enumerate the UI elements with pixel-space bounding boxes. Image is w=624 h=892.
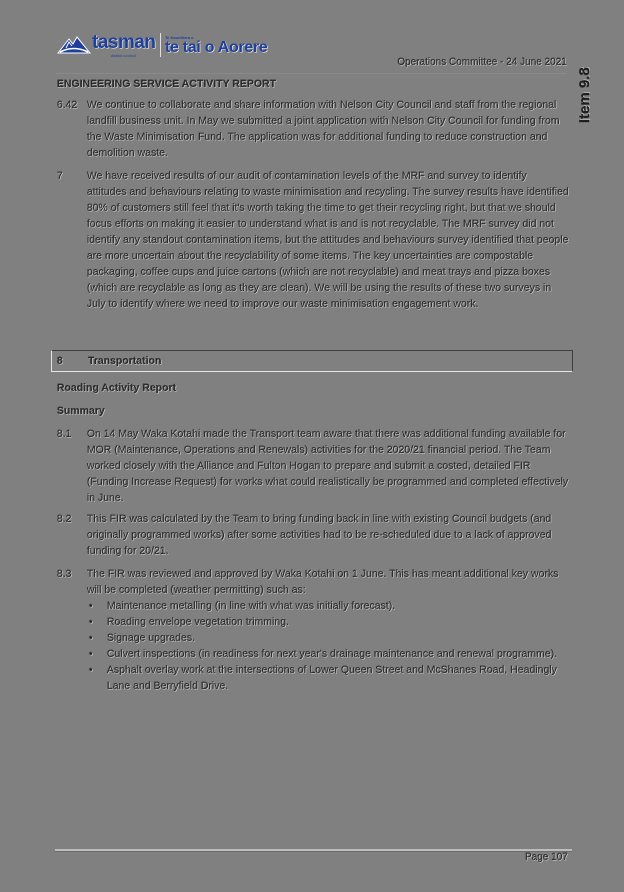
logo-tasman-text: tasman (92, 31, 156, 53)
subheading-summary: Summary (57, 405, 105, 417)
list-item: • Signage upgrades. (87, 630, 569, 646)
section-heading-transportation (51, 350, 573, 372)
list-item: • Maintenance metalling (in line with what was initially forecast). (87, 598, 569, 614)
paragraph-number: 8.1 (57, 428, 72, 440)
mountain-logo-icon (57, 33, 91, 57)
paragraph-number: 8.3 (57, 568, 72, 580)
paragraph-text: On 14 May Waka Kotahi made the Transport team aware that there was additional funding available for MOR (Maintenance, Operations and Renewals) activities for the 2020/21 financial period. The Team worked closely with the Alliance and Fulton Hogan to prepare and submit a costed, detailed FIR (Funding Increase Request) for works what could realistically be programmed and completed effectively in June. (87, 428, 569, 504)
paragraph-8-3 (57, 566, 569, 694)
paragraph-text: The FIR was reviewed and approved by Waka Kotahi on 1 June. This has meant additional key works will be completed (weather permitting) such as: (87, 568, 559, 596)
paragraph-7 (57, 168, 569, 312)
meeting-header: Operations Committee - 24 June 2021 (397, 57, 567, 68)
logo-maori-small: Te Kaunihera o (165, 34, 194, 40)
list-item: • Asphalt overlay work at the intersections of Lower Queen Street and McShanes Road, Headingly Lane and Berryfield Drive. (87, 662, 569, 694)
paragraph-8-1 (57, 426, 569, 506)
logo-maori-text: te tai o Aorere (165, 38, 268, 56)
council-logo (57, 30, 268, 60)
header-rule (56, 73, 566, 74)
paragraph-text: We continue to collaborate and share information with Nelson City Council and staff from the regional landfill business unit. In May we submitted a joint application with Nelson City Council for funding from the Waste Minimisation Fund. The application was for additional funding to reduce construction and demolition waste. (87, 99, 560, 159)
logo-maori-block (165, 35, 268, 56)
list-item: • Culvert inspections (in readiness for next year's drainage maintenance and renewal programme). (87, 646, 569, 662)
paragraph-text: We have received results of our audit of contamination levels of the MRF and survey to identify attitudes and behaviours relating to waste minimisation and recycling. The survey results have identified 80% of customers still feel that it's worth taking the time to get their recycling right, but that we should focus efforts on making it easier to understand what is and is not recyclable. The MRF survey did not identify any standout contamination items, but the attitudes and behaviours survey identified that people are more uncertain about the recyclability of some items. The key uncertainties are compostable packaging, coffee cups and juice cartons (which are not recyclable) and meat trays and pizza boxes (which are recyclable as long as they are clean). We will be using the results of these two surveys in July to identify where we need to improve our waste minimisation engagement work. (87, 170, 569, 310)
section-heading-title: Transportation (88, 355, 162, 367)
key-works-list (87, 598, 569, 694)
logo-tasman-block (91, 33, 156, 58)
paragraph-text: This FIR was calculated by the Team to bring funding back in line with existing Council budgets (and originally programmed works) after some activities had to be re-scheduled due to a lack of approved funding for 20/21. (87, 513, 552, 557)
logo-subtitle: district council (110, 52, 136, 58)
footer-rule (55, 849, 572, 852)
page-number: Page 107 (525, 852, 568, 863)
list-item: • Roading envelope vegetation trimming. (87, 614, 569, 630)
logo-divider (160, 33, 162, 57)
subheading-roading-report: Roading Activity Report (57, 382, 177, 394)
paragraph-number: 7 (57, 170, 63, 182)
section-number: 8 (57, 355, 63, 367)
item-tag-label: Item 9.8 (576, 67, 594, 123)
section-title: ENGINEERING SERVICE ACTIVITY REPORT (57, 78, 277, 90)
paragraph-8-2 (57, 511, 569, 559)
item-tag (570, 60, 600, 130)
paragraph-number: 8.2 (57, 513, 72, 525)
paragraph-6-42 (57, 97, 569, 161)
paragraph-number: 6.42 (57, 99, 78, 111)
